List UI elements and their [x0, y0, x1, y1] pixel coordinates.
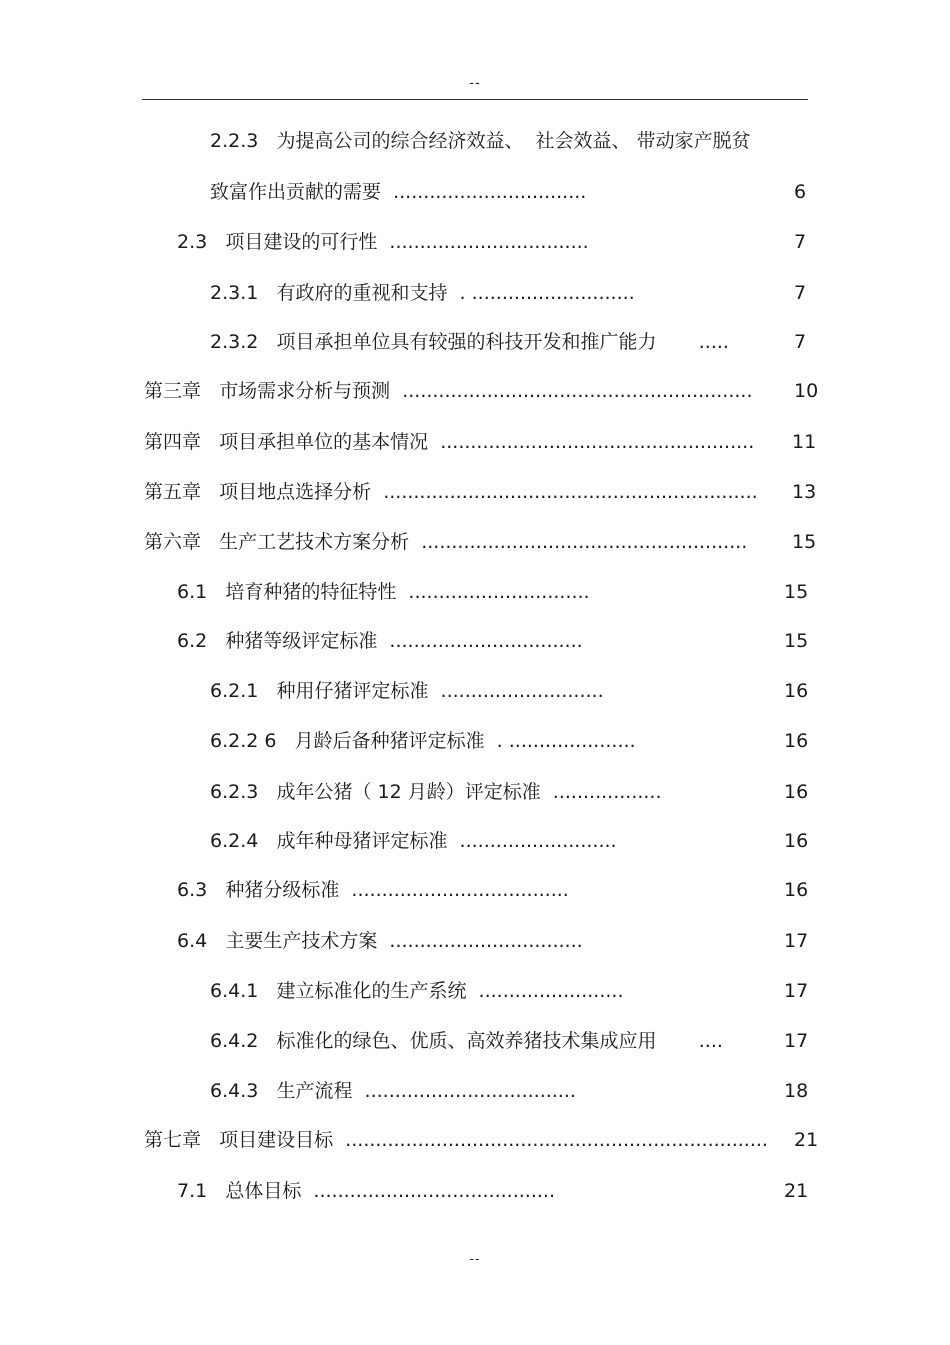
toc-entry[interactable]: [177, 580, 827, 606]
footer-mark: --: [469, 1252, 481, 1266]
toc-entry[interactable]: [210, 1029, 830, 1055]
toc-entry-text: 6.2 种猪等级评定标准 ................................: [177, 630, 583, 652]
toc-entry-page: 7: [794, 231, 807, 253]
toc-entry-page: 17: [784, 930, 809, 952]
toc-entry-text: 第五章 项目地点选择分析 ..............................................................: [144, 481, 758, 503]
toc-entry[interactable]: [144, 480, 834, 506]
toc-entry[interactable]: [210, 330, 830, 356]
toc-entry[interactable]: [210, 129, 830, 155]
toc-entry-page: 16: [784, 730, 809, 752]
toc-entry[interactable]: [210, 679, 830, 705]
toc-entry-text: 6.4.2 标准化的绿色、优质、高效养猪技术集成应用 ....: [210, 1030, 723, 1052]
toc-entry-page: 16: [784, 781, 809, 803]
toc-entry[interactable]: [210, 979, 830, 1005]
toc-entry-text: 2.3.1 有政府的重视和支持 . ...........................: [210, 282, 635, 304]
toc-entry-text: 2.3 项目建设的可行性 .................................: [177, 231, 589, 253]
toc-entry-text: 6.2.3 成年公猪（ 12 月龄）评定标准 ..................: [210, 781, 662, 803]
toc-entry-page: 7: [794, 282, 807, 304]
toc-entry-page: 16: [784, 680, 809, 702]
toc-entry-text: 6.2.1 种用仔猪评定标准 ...........................: [210, 680, 604, 702]
toc-entry[interactable]: [177, 929, 827, 955]
toc-entry-page: 16: [784, 830, 809, 852]
toc-entry-page: 15: [784, 630, 809, 652]
toc-entry-page: 18: [784, 1080, 809, 1102]
toc-entry[interactable]: [210, 780, 830, 806]
toc-entry[interactable]: [210, 729, 830, 755]
toc-entry[interactable]: [177, 629, 827, 655]
toc-entry-text: 2.3.2 项目承担单位具有较强的科技开发和推广能力 .....: [210, 331, 729, 353]
toc-entry-page: 21: [784, 1180, 809, 1202]
toc-entry-text: 6.4.3 生产流程 ...................................: [210, 1080, 576, 1102]
toc-entry[interactable]: [177, 230, 827, 256]
toc-entry-text: 6.2.2 6 月龄后备种猪评定标准 . .....................: [210, 730, 636, 752]
toc-entry[interactable]: [210, 1079, 830, 1105]
toc-entry-text: 致富作出贡献的需要 ................................: [210, 181, 587, 203]
toc-entry-text: 第四章 项目承担单位的基本情况 ....................................................: [144, 431, 755, 453]
toc-entry-text: 6.2.4 成年种母猪评定标准 ..........................: [210, 830, 617, 852]
toc-entry-page: 6: [794, 181, 807, 203]
header-mark: --: [469, 76, 481, 91]
toc-entry-page: 16: [784, 879, 809, 901]
toc-entry-text: 第七章 项目建设目标 ......................................................................: [144, 1129, 768, 1151]
toc-entry-text: 6.4 主要生产技术方案 ................................: [177, 930, 583, 952]
toc-entry-text: 6.3 种猪分级标准 ....................................: [177, 879, 569, 901]
toc-entry[interactable]: [210, 281, 830, 307]
toc-entry-page: 15: [792, 531, 817, 553]
toc-entry-page: 7: [794, 331, 807, 353]
toc-entry[interactable]: [177, 1179, 827, 1205]
toc-entry[interactable]: [144, 379, 834, 405]
toc-entry[interactable]: [144, 1128, 834, 1154]
toc-entry-page: 13: [792, 481, 817, 503]
header-rule: [142, 99, 808, 100]
toc-entry[interactable]: [210, 829, 830, 855]
toc-entry[interactable]: [144, 530, 834, 556]
toc-entry-page: 17: [784, 1030, 809, 1052]
toc-entry-text: 第六章 生产工艺技术方案分析 ......................................................: [144, 531, 748, 553]
toc-entry-page: 15: [784, 581, 809, 603]
toc-entry-text: 7.1 总体目标 ........................................: [177, 1180, 555, 1202]
toc-entry-text: 6.1 培育种猪的特征特性 ..............................: [177, 581, 590, 603]
toc-entry-page: 11: [792, 431, 817, 453]
toc-entry-page: 10: [794, 380, 819, 402]
toc-entry-page: 17: [784, 980, 809, 1002]
toc-entry-text: 2.2.3 为提高公司的综合经济效益、 社会效益、 带动家产脱贫: [210, 130, 751, 152]
toc-entry-text: 6.4.1 建立标准化的生产系统 ........................: [210, 980, 624, 1002]
toc-entry-page: 21: [794, 1129, 819, 1151]
toc-entry-text: 第三章 市场需求分析与预测 ..........................................................: [144, 380, 753, 402]
toc-entry[interactable]: [210, 180, 830, 206]
toc-entry[interactable]: [177, 878, 827, 904]
toc-entry[interactable]: [144, 430, 834, 456]
